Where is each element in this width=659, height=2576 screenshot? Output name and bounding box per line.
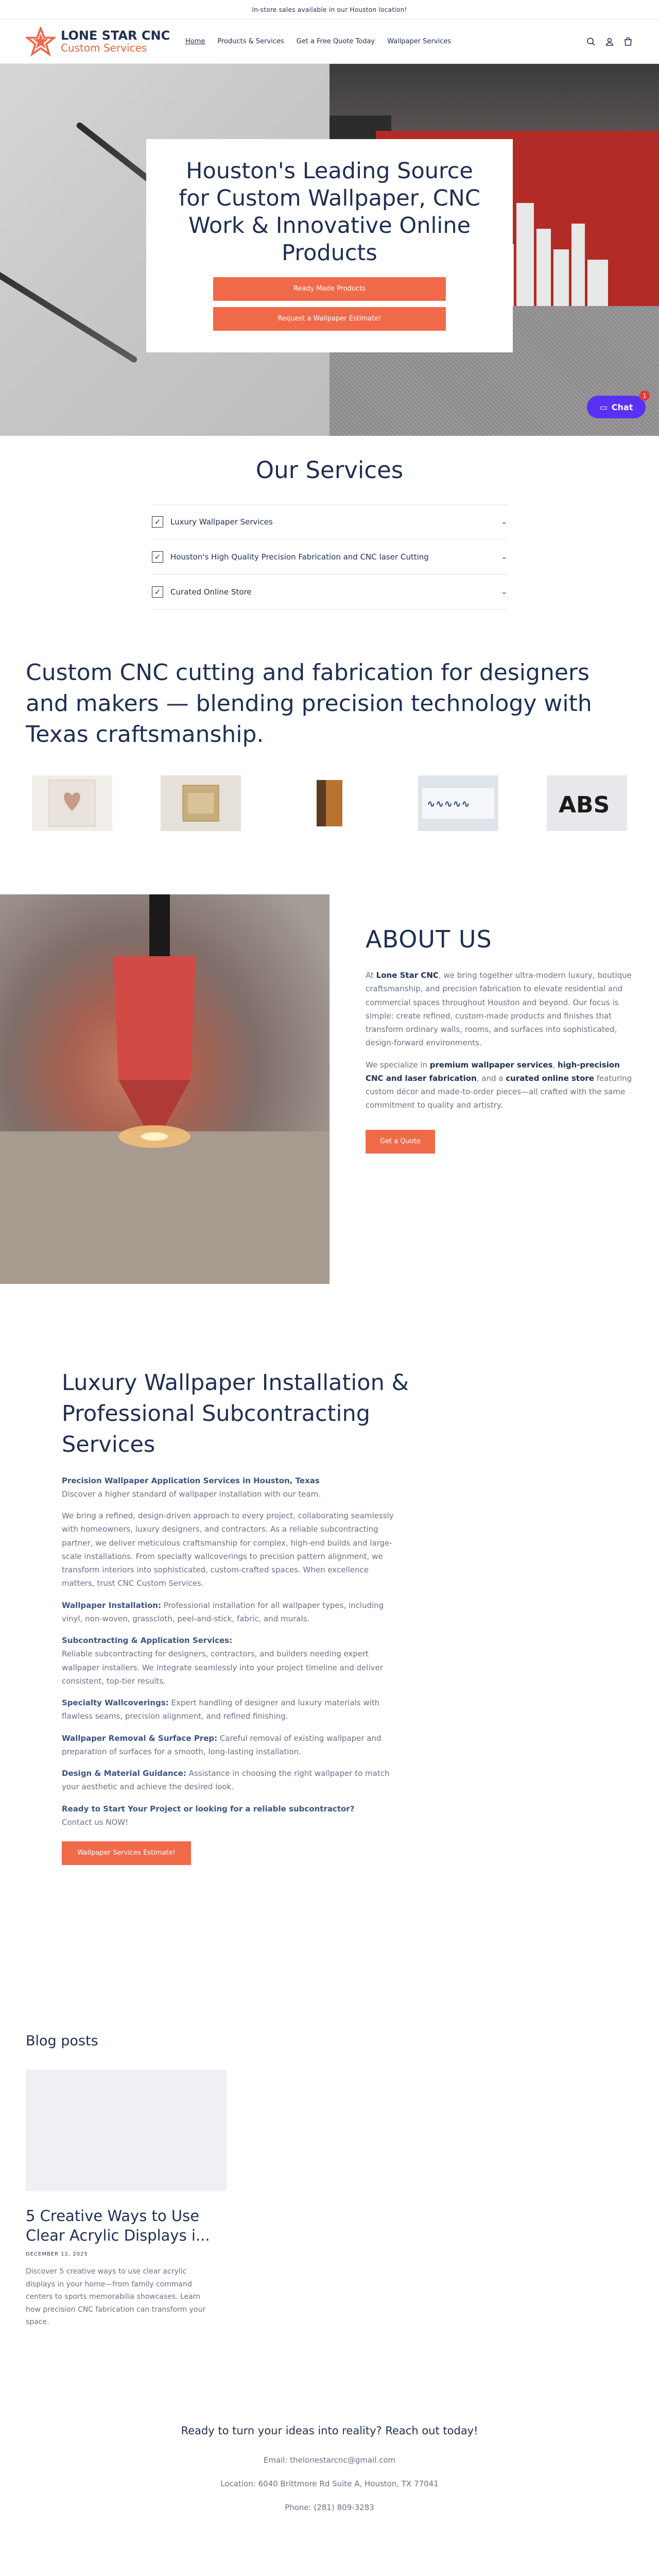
contact-email[interactable]: Email: thelonestarcnc@gmail.com — [263, 2455, 396, 2465]
logo-text-abs: ABS — [559, 792, 610, 819]
product-image-abs[interactable] — [547, 775, 627, 831]
logo[interactable] — [26, 27, 180, 57]
chat-badge: 1 — [639, 391, 650, 401]
accordion-item[interactable] — [152, 574, 507, 609]
main-nav — [185, 38, 451, 45]
cart-icon[interactable] — [623, 37, 633, 47]
hero-title: Houston's Leading Source for Custom Wallpaper, CNC Work & Innovative Online Products — [179, 158, 480, 266]
services-title: Our Services — [255, 456, 404, 484]
nav-products[interactable]: Products & Services — [217, 38, 284, 45]
blog-image-placeholder[interactable] — [26, 2070, 227, 2191]
get-quote-button[interactable]: Get a Quote — [366, 1130, 435, 1154]
services-accordion — [152, 504, 507, 609]
contact-location: Location: 6040 Brittmore Rd Suite A, Houston, TX 77041 — [220, 2479, 439, 2488]
wallpaper-estimate-button[interactable]: Request a Wallpaper Estimate! — [213, 307, 446, 331]
about-title: ABOUT US — [366, 925, 492, 953]
accordion-label: Luxury Wallpaper Services — [170, 517, 273, 527]
site-header — [0, 20, 659, 64]
checkbox-icon: ✓ — [152, 551, 163, 563]
hero — [0, 64, 659, 436]
product-image-coaster[interactable] — [32, 775, 112, 831]
services-section — [0, 436, 659, 652]
logo-strip — [26, 775, 633, 831]
luxury-cta: Ready to Start Your Project or looking for a reliable subcontractor? Contact us NOW! — [62, 1804, 355, 1827]
tagline-section — [0, 652, 659, 889]
brand-name: LONE STAR CNC — [61, 28, 170, 43]
accordion-item[interactable] — [152, 504, 507, 539]
contact-phone[interactable]: Phone: (281) 809-3283 — [285, 2503, 374, 2512]
hero-card — [146, 139, 513, 352]
blog-heading: Blog posts — [26, 2033, 98, 2049]
chevron-down-icon: ⌄ — [501, 518, 507, 526]
service-specialty: Specialty Wallcoverings: Expert handling of designer and luxury materials with flawless seams, precision alignment, and refined finishing. — [62, 1698, 380, 1721]
search-icon[interactable] — [586, 37, 596, 47]
chat-button[interactable] — [587, 396, 646, 418]
about-section — [0, 889, 659, 1353]
svg-text:∿∿∿∿∿: ∿∿∿∿∿ — [427, 798, 470, 810]
footer — [0, 2558, 659, 2576]
accordion-label: Curated Online Store — [170, 587, 252, 597]
about-image-laser — [0, 894, 330, 1284]
contact-heading: Ready to turn your ideas into reality? Reach out today! — [181, 2425, 478, 2437]
product-image-plaque[interactable] — [161, 775, 241, 831]
service-guidance: Design & Material Guidance: Assistance in choosing the right wallpaper to match your aesthetic and achieve the desired look. — [62, 1769, 390, 1792]
service-removal: Wallpaper Removal & Surface Prep: Careful removal of existing wallpaper and preparation of surfaces for a smooth, long-lasting installation. — [62, 1733, 381, 1756]
luxury-intro: Precision Wallpaper Application Services in Houston, Texas Discover a higher standard of wallpaper installation with our team. — [62, 1476, 321, 1499]
product-image-wood[interactable] — [289, 775, 370, 831]
about-paragraph-2: We specialize in premium wallpaper services, high-precision CNC and laser fabrication, and a curated online store featuring custom décor and made-to-order pieces—all crafted with the same commitment to quality and artistry. — [366, 1060, 632, 1110]
brand-sub: Custom Services — [61, 41, 147, 54]
nav-home[interactable]: Home — [185, 38, 205, 45]
nav-wallpaper[interactable]: Wallpaper Services — [387, 38, 452, 45]
chevron-down-icon: ⌄ — [501, 587, 507, 596]
announcement-bar: In-store sales available in our Houston location! — [0, 0, 659, 20]
blog-date: DECEMBER 12, 2025 — [26, 2251, 88, 2258]
product-image-sign[interactable] — [418, 775, 498, 831]
accordion-item[interactable] — [152, 539, 507, 574]
star-logo-icon — [26, 27, 56, 57]
about-paragraph-1: At Lone Star CNC, we bring together ultra-modern luxury, boutique craftsmanship, and precision fabrication to elevate residential and commercial spaces throughout Houston and beyond. Our focus is simple: create refined, custom-made products and finishes that transform ordinary walls, rooms, and surfaces into sophisticated, design-forward environments. — [366, 971, 632, 1048]
chat-icon: ▭ — [599, 402, 608, 412]
chevron-down-icon: ⌄ — [501, 552, 507, 561]
chat-label: Chat — [611, 402, 633, 412]
checkbox-icon: ✓ — [152, 516, 163, 528]
blog-section — [0, 2033, 659, 2425]
checkbox-icon: ✓ — [152, 586, 163, 598]
service-subcontracting: Subcontracting & Application Services: Reliable subcontracting for designers, contractors, and builders needing expert wallpaper installers. We integrate seamlessly into your project timeline and deliver consistent, top-tier results. — [62, 1636, 383, 1686]
luxury-body: We bring a refined, design-driven approach to every project, collaborating seamlessly with homeowners, luxury designers, and contractors. As a reliable subcontracting partner, we deliver meticulous craftsmanship for complex, high-end builds and large-scale installations. From specialty wallcoverings to precision pattern alignment, we transform interiors into sophisticated, custom-crafted spaces. When excellence matters, trust CNC Custom Services. — [62, 1511, 394, 1588]
accordion-label: Houston's High Quality Precision Fabrication and CNC laser Cutting — [170, 552, 429, 562]
blog-title[interactable]: 5 Creative Ways to Use Clear Acrylic Displays i... — [26, 2207, 210, 2244]
ready-made-products-button[interactable]: Ready Made Products — [213, 277, 446, 301]
luxury-section — [0, 1353, 463, 2033]
wallpaper-services-estimate-button[interactable]: Wallpaper Services Estimate! — [62, 1841, 191, 1865]
blog-excerpt: Discover 5 creative ways to use clear acrylic displays in your home—from family command centers to sports memorabilia showcases. Learn how precision CNC fabrication can transform your space. — [26, 2267, 206, 2327]
tagline: Custom CNC cutting and fabrication for designers and makers — blending precision technology with Texas craftsmanship. — [26, 659, 592, 748]
luxury-title: Luxury Wallpaper Installation & Professional Subcontracting Services — [62, 1370, 409, 1458]
service-installation: Wallpaper Installation: Professional installation for all wallpaper types, including vinyl, non-woven, grasscloth, peel-and-stick, fabric, and murals. — [62, 1600, 384, 1623]
nav-quote[interactable]: Get a Free Quote Today — [296, 38, 375, 45]
contact-section — [0, 2425, 659, 2558]
account-icon[interactable] — [604, 37, 615, 47]
